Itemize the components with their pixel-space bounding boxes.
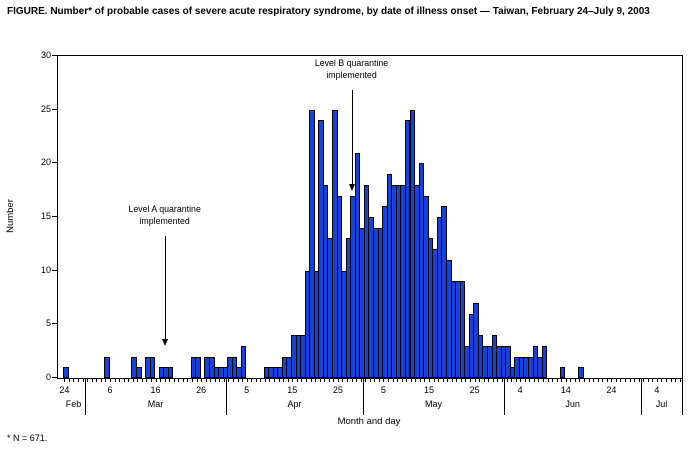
x-day-tick (342, 378, 343, 382)
x-day-tick (415, 378, 416, 382)
x-day-tick (443, 378, 444, 382)
x-day-tick (311, 378, 312, 382)
x-day-tick (329, 378, 330, 382)
month-separator (363, 378, 364, 415)
x-day-tick (675, 378, 676, 382)
x-day-label: 26 (196, 385, 207, 395)
annotation-line: Level A quarantine (128, 204, 201, 214)
x-day-tick (333, 378, 334, 382)
x-day-tick (361, 378, 362, 382)
x-day-tick (438, 378, 439, 382)
y-tick (52, 377, 57, 378)
x-day-tick (151, 378, 152, 382)
x-day-tick (87, 378, 88, 382)
x-day-tick (648, 378, 649, 382)
x-day-tick (520, 378, 521, 382)
x-day-tick (529, 378, 530, 382)
x-day-tick (602, 378, 603, 382)
x-day-tick (260, 378, 261, 382)
x-day-tick (265, 378, 266, 382)
x-day-tick (288, 378, 289, 382)
y-tick-label: 25 (40, 103, 51, 114)
x-day-tick (484, 378, 485, 382)
x-day-tick (511, 378, 512, 382)
x-day-tick (206, 378, 207, 382)
x-day-tick (680, 378, 681, 382)
x-day-tick (620, 378, 621, 382)
x-day-tick (297, 378, 298, 382)
x-day-tick (142, 378, 143, 382)
x-day-tick (352, 378, 353, 382)
y-tick-label: 10 (40, 264, 51, 275)
x-day-tick (461, 378, 462, 382)
x-day-tick (420, 378, 421, 382)
x-day-tick (383, 378, 384, 382)
bar-Jun-17 (578, 367, 584, 378)
x-day-tick (630, 378, 631, 382)
x-day-tick (256, 378, 257, 382)
x-day-tick (479, 378, 480, 382)
x-day-tick (397, 378, 398, 382)
annotation-level-a (128, 204, 200, 228)
x-day-tick (279, 378, 280, 382)
x-day-tick (137, 378, 138, 382)
x-day-tick (593, 378, 594, 382)
level-b-arrow-line (352, 90, 353, 185)
x-day-tick (324, 378, 325, 382)
x-day-tick (292, 378, 293, 382)
month-label-Apr: Apr (287, 399, 302, 409)
x-day-label: 15 (424, 385, 435, 395)
y-axis-title: Number (5, 199, 16, 233)
x-day-tick (228, 378, 229, 382)
x-day-label: 14 (560, 385, 571, 395)
x-day-label: 24 (606, 385, 617, 395)
month-label-Mar: Mar (147, 399, 164, 409)
x-day-tick (315, 378, 316, 382)
y-tick (52, 270, 57, 271)
x-day-tick (452, 378, 453, 382)
x-day-tick (174, 378, 175, 382)
x-day-tick (475, 378, 476, 382)
bar-Mar-19 (168, 367, 174, 378)
x-day-tick (115, 378, 116, 382)
x-day-tick (105, 378, 106, 382)
x-day-tick (101, 378, 102, 382)
x-day-label: 5 (244, 385, 250, 395)
y-tick-label: 5 (45, 318, 51, 329)
y-tick (52, 109, 57, 110)
y-tick (52, 216, 57, 217)
x-day-tick (552, 378, 553, 382)
x-day-tick (561, 378, 562, 382)
x-day-tick (447, 378, 448, 382)
x-day-tick (124, 378, 125, 382)
x-day-tick (110, 378, 111, 382)
month-label-May: May (425, 399, 443, 409)
x-day-tick (652, 378, 653, 382)
y-tick (52, 323, 57, 324)
x-day-tick (247, 378, 248, 382)
y-tick-label: 30 (40, 50, 51, 60)
x-day-tick (242, 378, 243, 382)
x-day-tick (269, 378, 270, 382)
y-tick (52, 162, 57, 163)
x-day-tick (657, 378, 658, 382)
x-day-tick (238, 378, 239, 382)
x-day-tick (488, 378, 489, 382)
x-day-tick (456, 378, 457, 382)
x-day-tick (579, 378, 580, 382)
month-separator (85, 378, 86, 415)
x-day-tick (187, 378, 188, 382)
x-day-tick (543, 378, 544, 382)
annotation-line: implemented (139, 215, 190, 226)
x-day-tick (639, 378, 640, 382)
x-day-tick (92, 378, 93, 382)
x-day-tick (584, 378, 585, 382)
x-day-label: 6 (107, 385, 113, 395)
month-label-Jul: Jul (655, 399, 668, 409)
x-day-label: 5 (380, 385, 386, 395)
x-day-tick (64, 378, 65, 382)
x-day-tick (96, 378, 97, 382)
bar-Mar-5 (104, 357, 110, 378)
x-day-tick (671, 378, 672, 382)
x-day-tick (493, 378, 494, 382)
x-day-tick (575, 378, 576, 382)
level-a-arrow-line (165, 236, 166, 340)
x-day-tick (365, 378, 366, 382)
x-day-tick (192, 378, 193, 382)
x-day-tick (356, 378, 357, 382)
x-day-tick (160, 378, 161, 382)
x-day-tick (516, 378, 517, 382)
x-day-tick (197, 378, 198, 382)
x-day-tick (570, 378, 571, 382)
bar-Jun-9 (542, 346, 548, 378)
x-day-tick (643, 378, 644, 382)
x-day-tick (634, 378, 635, 382)
x-day-tick (406, 378, 407, 382)
x-day-tick (251, 378, 252, 382)
x-day-tick (215, 378, 216, 382)
x-day-label: 24 (59, 385, 70, 395)
x-day-tick (411, 378, 412, 382)
x-day-tick (507, 378, 508, 382)
x-day-tick (393, 378, 394, 382)
x-day-tick (338, 378, 339, 382)
x-day-tick (69, 378, 70, 382)
x-day-tick (146, 378, 147, 382)
x-day-tick (470, 378, 471, 382)
x-day-tick (320, 378, 321, 382)
x-day-tick (78, 378, 79, 382)
bar-Feb-24 (63, 367, 69, 378)
x-day-tick (402, 378, 403, 382)
x-day-tick (133, 378, 134, 382)
month-separator (504, 378, 505, 415)
x-day-tick (388, 378, 389, 382)
x-day-tick (283, 378, 284, 382)
x-day-tick (73, 378, 74, 382)
annotation-line: Level B quarantine (314, 58, 389, 68)
x-axis-title: Month and day (337, 416, 401, 427)
y-tick-label: 15 (40, 211, 51, 221)
x-day-tick (169, 378, 170, 382)
x-day-tick (178, 378, 179, 382)
x-day-label: 25 (332, 385, 343, 395)
month-label-Feb: Feb (65, 399, 82, 409)
level-b-arrow-head (349, 184, 355, 191)
x-day-tick (128, 378, 129, 382)
x-day-tick (538, 378, 539, 382)
x-day-tick (502, 378, 503, 382)
month-separator (226, 378, 227, 415)
x-day-tick (347, 378, 348, 382)
x-day-tick (370, 378, 371, 382)
figure-title: FIGURE. Number* of probable cases of severe acute respiratory syndrome, by date of illness onset — Taiwan, February 24–July 9, 2003 (7, 6, 650, 17)
bar-Apr-4 (241, 346, 247, 378)
x-day-tick (598, 378, 599, 382)
x-day-tick (233, 378, 234, 382)
x-day-tick (434, 378, 435, 382)
x-day-tick (224, 378, 225, 382)
x-day-label: 16 (150, 385, 161, 395)
bar-Mar-12 (136, 367, 142, 378)
x-day-label: 4 (517, 385, 523, 395)
x-day-label: 4 (654, 385, 660, 395)
x-day-tick (429, 378, 430, 382)
x-day-tick (548, 378, 549, 382)
x-day-tick (625, 378, 626, 382)
y-tick-label: 0 (45, 372, 51, 382)
x-day-tick (557, 378, 558, 382)
y-tick (52, 55, 57, 56)
x-day-tick (219, 378, 220, 382)
x-day-tick (661, 378, 662, 382)
x-day-tick (465, 378, 466, 382)
x-day-tick (497, 378, 498, 382)
bar-Jun-13 (560, 367, 566, 378)
x-day-tick (156, 378, 157, 382)
x-day-tick (301, 378, 302, 382)
annotation-level-b (315, 58, 388, 82)
x-day-tick (666, 378, 667, 382)
x-day-tick (424, 378, 425, 382)
x-day-tick (183, 378, 184, 382)
month-label-Jun: Jun (565, 399, 580, 409)
bar-Mar-15 (150, 357, 156, 378)
x-day-tick (534, 378, 535, 382)
x-day-tick (165, 378, 166, 382)
x-day-tick (611, 378, 612, 382)
x-day-tick (83, 378, 84, 382)
footnote: * N = 671. (7, 433, 48, 443)
x-day-tick (210, 378, 211, 382)
month-separator (641, 378, 642, 415)
bar-Mar-25 (195, 357, 201, 378)
x-day-tick (589, 378, 590, 382)
y-tick-label: 20 (40, 157, 51, 168)
level-a-arrow-head (162, 339, 168, 346)
x-day-tick (274, 378, 275, 382)
x-day-tick (374, 378, 375, 382)
x-day-tick (119, 378, 120, 382)
x-day-tick (379, 378, 380, 382)
x-day-tick (616, 378, 617, 382)
x-day-label: 15 (287, 385, 298, 395)
x-day-label: 25 (469, 385, 480, 395)
x-day-tick (201, 378, 202, 382)
x-day-tick (607, 378, 608, 382)
month-separator (682, 378, 683, 415)
annotation-line: implemented (326, 69, 377, 80)
x-day-tick (566, 378, 567, 382)
x-day-tick (525, 378, 526, 382)
x-day-tick (306, 378, 307, 382)
